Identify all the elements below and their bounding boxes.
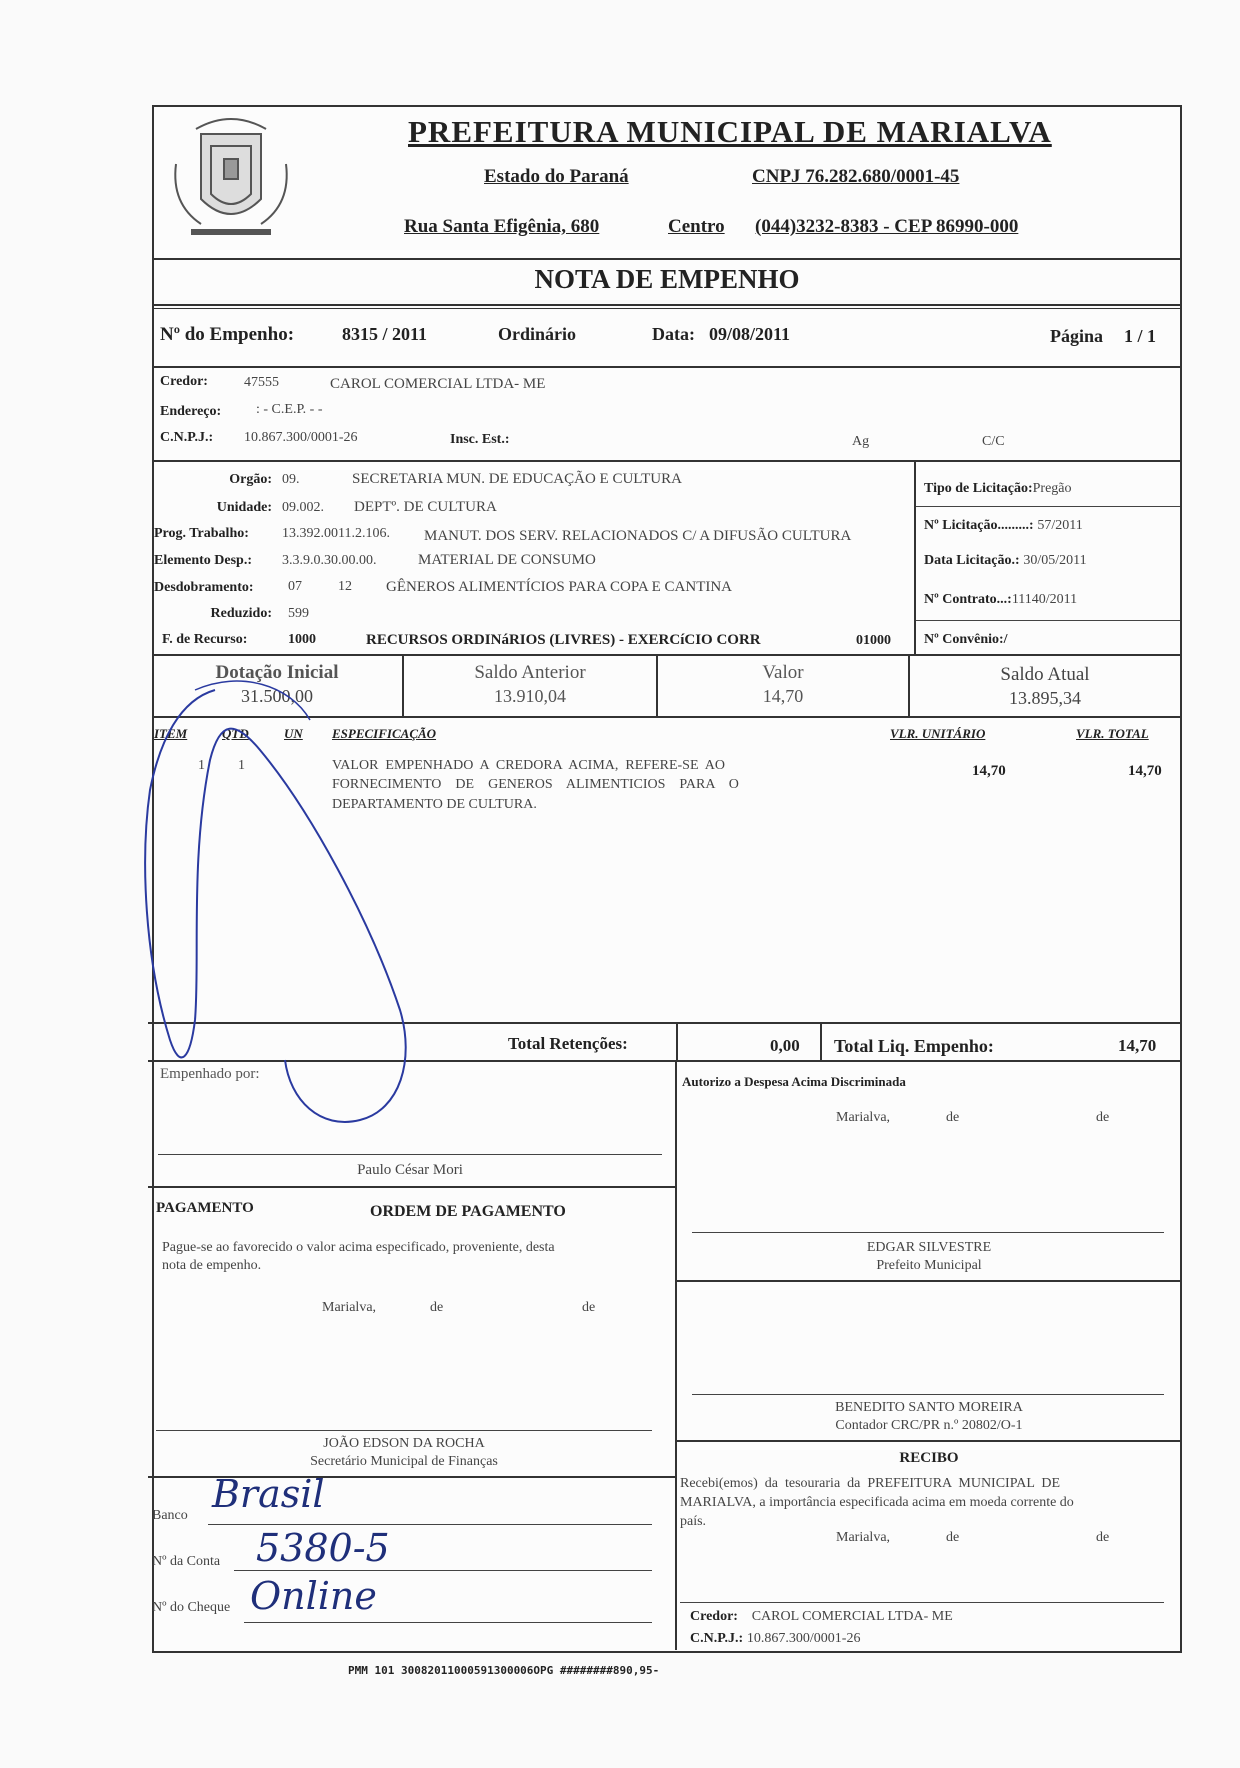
contrato-value: 11140/2011 <box>1011 592 1078 607</box>
valor-label: Valor <box>762 662 804 683</box>
desdobramento-name: GÊNEROS ALIMENTÍCIOS PARA COPA E CANTINA <box>386 579 733 595</box>
contrato-label: Nº Contrato...: <box>924 592 1012 607</box>
credor-code: 47555 <box>244 375 279 390</box>
banco-handwritten: Brasil <box>212 1472 325 1516</box>
autorizo-de-2: de <box>1096 1110 1110 1125</box>
item-espec-line1: VALOR EMPENHADO A CREDORA ACIMA, REFERE-SE AO <box>332 758 725 773</box>
col-header-item: ITEM <box>154 726 188 741</box>
credor-name: CAROL COMERCIAL LTDA- ME <box>330 376 546 392</box>
recibo-cnpj-label: C.N.P.J.: <box>690 1631 744 1646</box>
empenho-type: Ordinário <box>498 324 577 344</box>
empenhado-por-label: Empenhado por: <box>160 1066 260 1082</box>
dotacao-inicial-value: 31.500,00 <box>241 686 313 706</box>
recibo-text-line1: Recebi(emos) da tesouraria da PREFEITURA MUNICIPAL DE <box>680 1476 1061 1491</box>
unidade-code: 09.002. <box>282 500 324 515</box>
desdobramento-b: 12 <box>338 579 352 594</box>
page-title: PREFEITURA MUNICIPAL DE MARIALVA <box>408 114 1052 149</box>
credor-label: Credor: <box>160 374 208 389</box>
desdobramento-a: 07 <box>288 579 302 594</box>
item-espec-line2: FORNECIMENTO DE GENEROS ALIMENTICIOS PARA O <box>332 777 739 792</box>
empenho-number: 8315 / 2011 <box>342 324 428 344</box>
contador-role: Contador CRC/PR n.º 20802/O-1 <box>835 1418 1023 1433</box>
agency-label: Ag <box>852 434 870 449</box>
secretario-name: JOÃO EDSON DA ROCHA <box>323 1436 485 1451</box>
empenho-date-label: Data: <box>652 324 695 344</box>
elemento-name: MATERIAL DE CONSUMO <box>418 552 596 568</box>
item-number: 1 <box>198 758 205 773</box>
total-liquido-value: 14,70 <box>1118 1036 1157 1055</box>
empenhado-por-name: Paulo César Mori <box>357 1162 463 1178</box>
reduzido-label: Reduzido: <box>210 606 272 621</box>
prefeito-name: EDGAR SILVESTRE <box>866 1240 992 1255</box>
item-qtd: 1 <box>238 758 245 773</box>
address-district: Centro <box>668 216 725 237</box>
licitacao-date-label: Data Licitação.: <box>924 553 1020 568</box>
item-unit-value: 14,70 <box>972 763 1006 779</box>
item-espec-line3: DEPARTAMENTO DE CULTURA. <box>332 797 537 812</box>
recurso-label: F. de Recurso: <box>162 632 248 647</box>
recibo-credor-value: CAROL COMERCIAL LTDA- ME <box>751 1609 953 1624</box>
licitacao-date: 30/05/2011 <box>1023 553 1087 568</box>
recibo-cnpj-value: 10.867.300/0001-26 <box>746 1631 861 1646</box>
col-header-qtd: QTD <box>222 726 249 741</box>
empenho-number-label: Nº do Empenho: <box>160 324 295 345</box>
document-title: NOTA DE EMPENHO <box>534 264 800 294</box>
prog-trabalho-code: 13.392.0011.2.106. <box>282 526 390 541</box>
licitacao-number: 57/2011 <box>1037 518 1083 533</box>
recurso-code: 1000 <box>288 632 316 647</box>
convenio-label: Nº Convênio:/ <box>924 632 1008 647</box>
empenho-date: 09/08/2011 <box>709 324 791 344</box>
footer-print-code: PMM 101 30082011000591300006OPG ########890,95- <box>348 1664 660 1677</box>
recibo-city: Marialva, <box>836 1530 891 1545</box>
col-header-unit-value: VLR. UNITÁRIO <box>890 726 986 741</box>
recibo-de-1: de <box>946 1530 960 1545</box>
recurso-name: RECURSOS ORDINáRIOS (LIVRES) - EXERCíCIO CORR <box>366 632 761 648</box>
reduzido-value: 599 <box>288 606 309 621</box>
banco-label: Banco <box>152 1508 188 1523</box>
recibo-text-line2: MARIALVA, a importância especificada acima em moeda corrente do <box>680 1495 1074 1510</box>
dotacao-inicial-label: Dotação Inicial <box>215 662 339 683</box>
page-number: 1 / 1 <box>1124 326 1157 346</box>
ordem-pagamento-title: ORDEM DE PAGAMENTO <box>370 1203 566 1220</box>
autorizo-city: Marialva, <box>836 1110 891 1125</box>
recibo-credor-label: Credor: <box>690 1609 738 1624</box>
saldo-anterior-value: 13.910,04 <box>494 686 566 706</box>
tipo-licitacao-label: Tipo de Licitação: <box>924 481 1033 496</box>
unidade-name: DEPTº. DE CULTURA <box>354 499 497 515</box>
recurso-number: 01000 <box>856 633 891 648</box>
pagamento-de-2: de <box>582 1300 596 1315</box>
valor-value: 14,70 <box>762 686 804 706</box>
total-liquido-label: Total Liq. Empenho: <box>834 1036 994 1056</box>
prog-trabalho-name: MANUT. DOS SERV. RELACIONADOS C/ A DIFUSÃO CULTURA <box>424 528 852 544</box>
col-header-un: UN <box>284 726 303 741</box>
endereco-label: Endereço: <box>160 404 222 419</box>
endereco-value: : - C.E.P. - - <box>256 402 323 417</box>
col-header-total-value: VLR. TOTAL <box>1076 726 1149 741</box>
total-retencoes-value: 0,00 <box>770 1036 800 1055</box>
saldo-atual-value: 13.895,34 <box>1009 688 1081 708</box>
pagamento-title: PAGAMENTO <box>156 1200 254 1216</box>
prefeito-role: Prefeito Municipal <box>876 1258 982 1273</box>
recibo-text-line3: país. <box>680 1514 707 1529</box>
municipal-cnpj: CNPJ 76.282.680/0001-45 <box>752 166 960 187</box>
total-retencoes-label: Total Retenções: <box>508 1034 628 1053</box>
saldo-anterior-label: Saldo Anterior <box>474 662 586 683</box>
desdobramento-label: Desdobramento: <box>154 580 254 595</box>
phone-cep: (044)3232-8383 - CEP 86990-000 <box>755 216 1019 237</box>
cnpj-value: 10.867.300/0001-26 <box>244 430 358 445</box>
pagamento-city: Marialva, <box>322 1300 377 1315</box>
licitacao-number-label: Nº Licitação.........: <box>924 518 1034 533</box>
insc-est-label: Insc. Est.: <box>450 432 510 447</box>
orgao-label: Orgão: <box>229 472 272 487</box>
orgao-name: SECRETARIA MUN. DE EDUCAÇÃO E CULTURA <box>352 471 682 487</box>
unidade-label: Unidade: <box>216 500 272 515</box>
recibo-title: RECIBO <box>899 1450 959 1466</box>
cheque-label: Nº do Cheque <box>152 1600 231 1615</box>
handwritten-loop-mark <box>140 660 480 1160</box>
orgao-code: 09. <box>282 472 300 487</box>
current-account-label: C/C <box>982 434 1005 449</box>
prog-trabalho-label: Prog. Trabalho: <box>154 526 249 541</box>
conta-handwritten: 5380-5 <box>256 1526 390 1570</box>
autorizo-label: Autorizo a Despesa Acima Discriminada <box>682 1074 906 1089</box>
item-total-value: 14,70 <box>1128 763 1162 779</box>
state-name: Estado do Paraná <box>484 166 629 187</box>
tipo-licitacao-value: Pregão <box>1032 481 1072 496</box>
autorizo-de-1: de <box>946 1110 960 1125</box>
elemento-code: 3.3.9.0.30.00.00. <box>282 553 377 568</box>
elemento-label: Elemento Desp.: <box>154 553 252 568</box>
page-number-label: Página <box>1050 326 1104 346</box>
pagamento-text-line2: nota de empenho. <box>162 1258 262 1273</box>
contador-name: BENEDITO SANTO MOREIRA <box>835 1400 1023 1415</box>
address-street: Rua Santa Efigênia, 680 <box>404 216 600 237</box>
recibo-de-2: de <box>1096 1530 1110 1545</box>
cheque-handwritten: Online <box>250 1574 377 1618</box>
municipal-coat-of-arms <box>156 104 306 254</box>
col-header-espec: ESPECIFICAÇÃO <box>332 726 437 741</box>
pagamento-text-line1: Pague-se ao favorecido o valor acima especificado, proveniente, desta <box>162 1240 555 1255</box>
cnpj-label: C.N.P.J.: <box>160 430 214 445</box>
saldo-atual-label: Saldo Atual <box>1000 664 1090 685</box>
pagamento-de-1: de <box>430 1300 444 1315</box>
conta-label: Nº da Conta <box>152 1554 221 1569</box>
secretario-role: Secretário Municipal de Finanças <box>310 1454 498 1469</box>
